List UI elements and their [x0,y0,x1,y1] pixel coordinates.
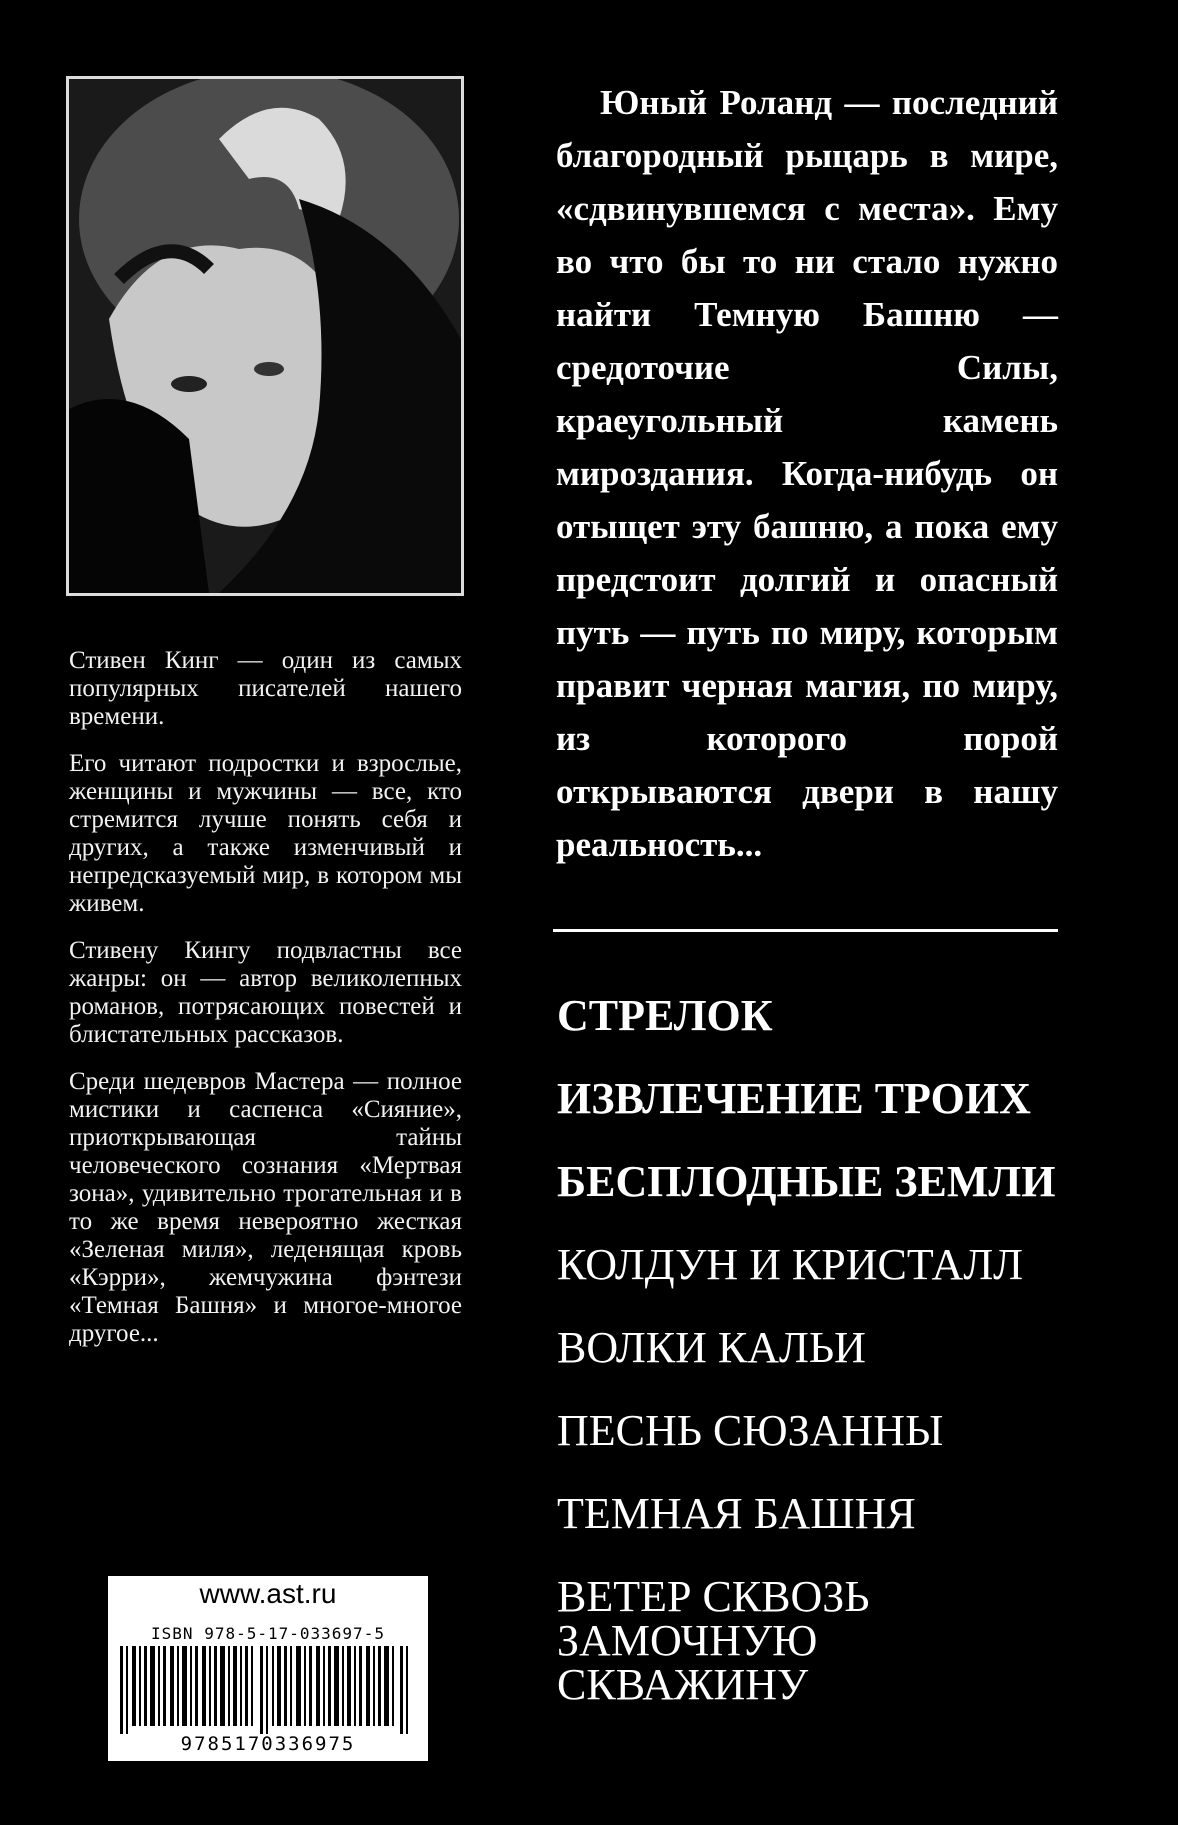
book-blurb [556,76,1058,871]
book-title: ВОЛКИ КАЛЬИ [557,1323,866,1372]
bio-paragraph: Стивен Кинг — один из самых популярных писателей нашего времени. [69,647,462,730]
book-title: ИЗВЛЕЧЕНИЕ ТРОИХ [557,1074,1031,1123]
barcode-icon [120,1646,416,1734]
book-title: ТЕМНАЯ БАШНЯ [557,1489,916,1538]
isbn-text: ISBN 978-5-17-033697-5 [151,1624,385,1643]
blurb-text: Юный Роланд — последний благородный рыцарь в мире, «сдвинувшемся с места». Ему во что бы то ни стало нужно найти Темную Башню — средоточие Силы, краеугольный камень мироздания. Когда-нибудь он отыщет эту башню, а пока ему предстоит долгий и опасный путь — путь по миру, которым правит черная магия, по миру, из которого порой открываются двери в нашу реальность... [556,83,1058,864]
barcode-digits: 9785170336975 [180,1733,356,1755]
book-title: БЕСПЛОДНЫЕ ЗЕМЛИ [557,1157,1056,1206]
publisher-website: www.ast.ru [199,1578,337,1609]
bio-paragraph: Стивену Кингу подвластны все жанры: он — автор великолепных романов, потрясающих повестей и блистательных рассказов. [69,937,462,1048]
author-bio [69,647,462,1367]
bio-paragraph: Его читают подростки и взрослые, женщины и мужчины — все, кто стремится лучше понять себя и других, а также изменчивый и непредсказуемый мир, в котором мы живем. [69,750,462,917]
bio-paragraph: Среди шедевров Мастера — полное мистики и саспенса «Сияние», приоткрывающая тайны человеческого сознания «Мертвая зона», удивительно трогательная и в то же время невероятно жесткая «Зеленая миля», леденящая кровь «Кэрри», жемчужина фэнтези «Темная Башня» и многое-многое другое... [69,1068,462,1347]
book-title: ПЕСНЬ СЮЗАННЫ [557,1406,944,1455]
book-series-list [557,991,1067,1746]
book-title: ВЕТЕР СКВОЗЬ ЗАМОЧНУЮ СКВАЖИНУ [557,1572,870,1709]
book-title: СТРЕЛОК [557,991,773,1040]
author-portrait-photo-icon [69,79,461,593]
barcode-block [108,1576,428,1761]
author-photo [66,76,464,596]
book-title: КОЛДУН И КРИСТАЛЛ [557,1240,1024,1289]
divider [553,929,1058,932]
